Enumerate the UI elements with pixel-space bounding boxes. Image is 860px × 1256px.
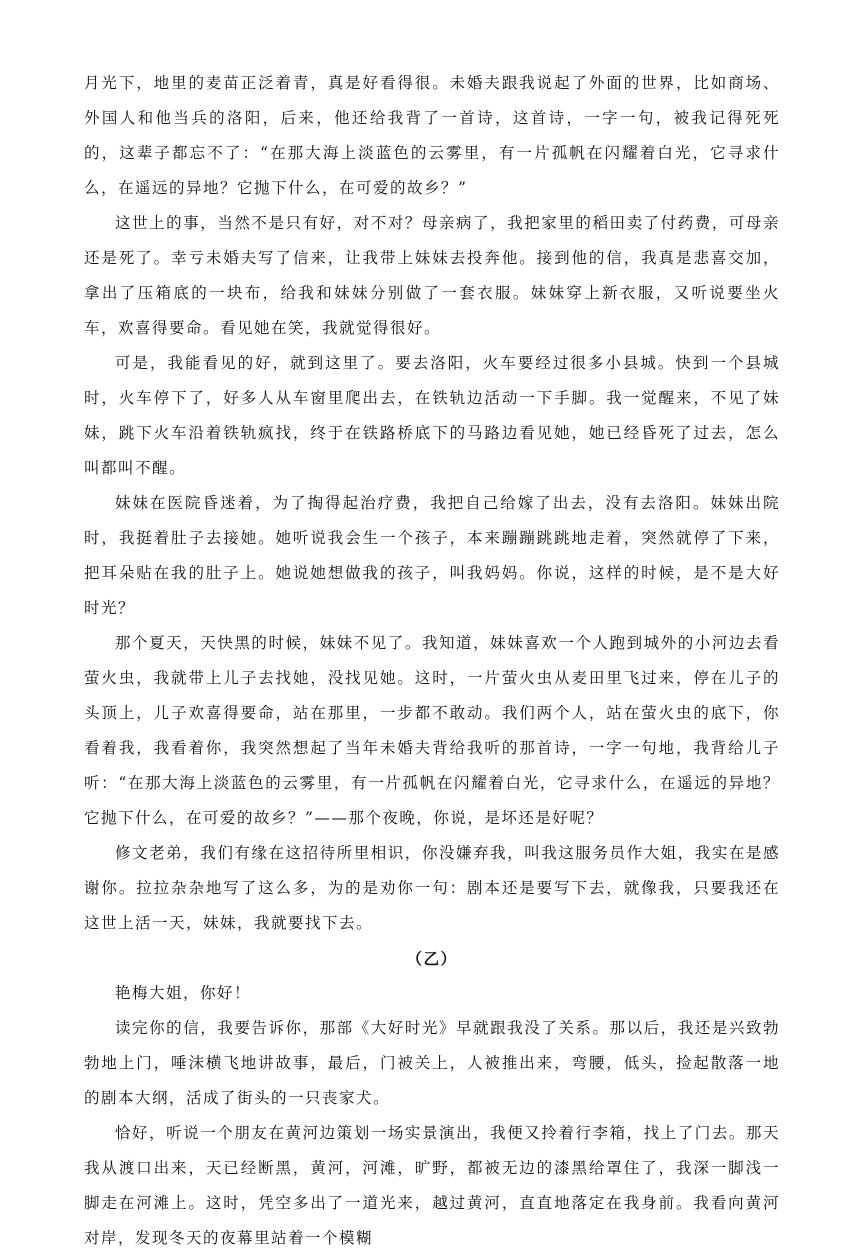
letter-a-paragraph: 妹妹在医院昏迷着，为了掏得起治疗费，我把自己给嫁了出去，没有去洛阳。妹妹出院时，我挺着肚子去接她。她听说我会生一个孩子，本来蹦蹦跳跳地走着，突然就停了下来，把耳朵贴在我的肚子上。她说她想做我的孩子，叫我妈妈。你说，这样的时候，是不是大好时光？ [84, 494, 780, 617]
document-page [84, 66, 780, 1256]
letter-b-paragraph: 读完你的信，我要告诉你，那部《大好时光》早就跟我没了关系。那以后，我还是兴致勃勃地上门，唾沫横飞地讲故事，最后，门被关上，人被推出来，弯腰，低头，捡起散落一地的剧本大纲，活成了街头的一只丧家犬。 [84, 1019, 780, 1107]
letter-a-paragraph: 可是，我能看见的好，就到这里了。要去洛阳，火车要经过很多小县城。快到一个县城时，火车停下了，好多人从车窗里爬出去，在铁轨边活动一下手脚。我一觉醒来，不见了妹妹，跳下火车沿着铁轨疯找，终于在铁路桥底下的马路边看见她，她已经昏死了过去，怎么叫都叫不醒。 [84, 354, 780, 477]
letter-b-paragraph: 恰好，听说一个朋友在黄河边策划一场实景演出，我便又拎着行李箱，找上了门去。那天我从渡口出来，天已经断黑，黄河，河滩，旷野，都被无边的漆黑给罩住了，我深一脚浅一脚走在河滩上。这时，凭空多出了一道光来，越过黄河，直直地落定在我身前。我看向黄河对岸，发现冬天的夜幕里站着一个模糊 [84, 1124, 780, 1247]
letter-a-paragraph: 修文老弟，我们有缘在这招待所里相识，你没嫌弃我，叫我这服务员作大姐，我实在是感谢你。拉拉杂杂地写了这么多，为的是劝你一句：剧本还是要写下去，就像我，只要我还在这世上活一天，妹妹，我就要找下去。 [84, 844, 780, 932]
section-title-b: （乙） [406, 949, 458, 968]
letter-a-paragraph: 月光下，地里的麦苗正泛着青，真是好看得很。未婚夫跟我说起了外面的世界，比如商场、外国人和他当兵的洛阳，后来，他还给我背了一首诗，这首诗，一字一句，被我记得死死的，这辈子都忘不了：“在那大海上淡蓝色的云雾里，有一片孤帆在闪耀着白光，它寻求什么，在遥远的异地？它抛下什么，在可爱的故乡？” [84, 74, 780, 197]
letter-a-paragraph: 那个夏天，天快黑的时候，妹妹不见了。我知道，妹妹喜欢一个人跑到城外的小河边去看萤火虫，我就带上儿子去找她，没找见她。这时，一片萤火虫从麦田里飞过来，停在儿子的头顶上，儿子欢喜得要命，站在那里，一步都不敢动。我们两个人，站在萤火虫的底下，你看着我，我看着你，我突然想起了当年未婚夫背给我听的那首诗，一字一句地，我背给儿子听：“在那大海上淡蓝色的云雾里，有一片孤帆在闪耀着白光，它寻求什么，在遥远的异地？它抛下什么，在可爱的故乡？”——那个夜晚，你说，是坏还是好呢？ [84, 634, 780, 827]
letter-b-salutation: 艳梅大姐，你好！ [115, 984, 252, 1002]
letter-a-paragraph: 这世上的事，当然不是只有好，对不对？母亲病了，我把家里的稻田卖了付药费，可母亲还是死了。幸亏未婚夫写了信来，让我带上妹妹去投奔他。接到他的信，我真是悲喜交加，拿出了压箱底的一块布，给我和妹妹分别做了一套衣服。妹妹穿上新衣服，又听说要坐火车，欢喜得要命。看见她在笑，我就觉得很好。 [84, 214, 780, 337]
